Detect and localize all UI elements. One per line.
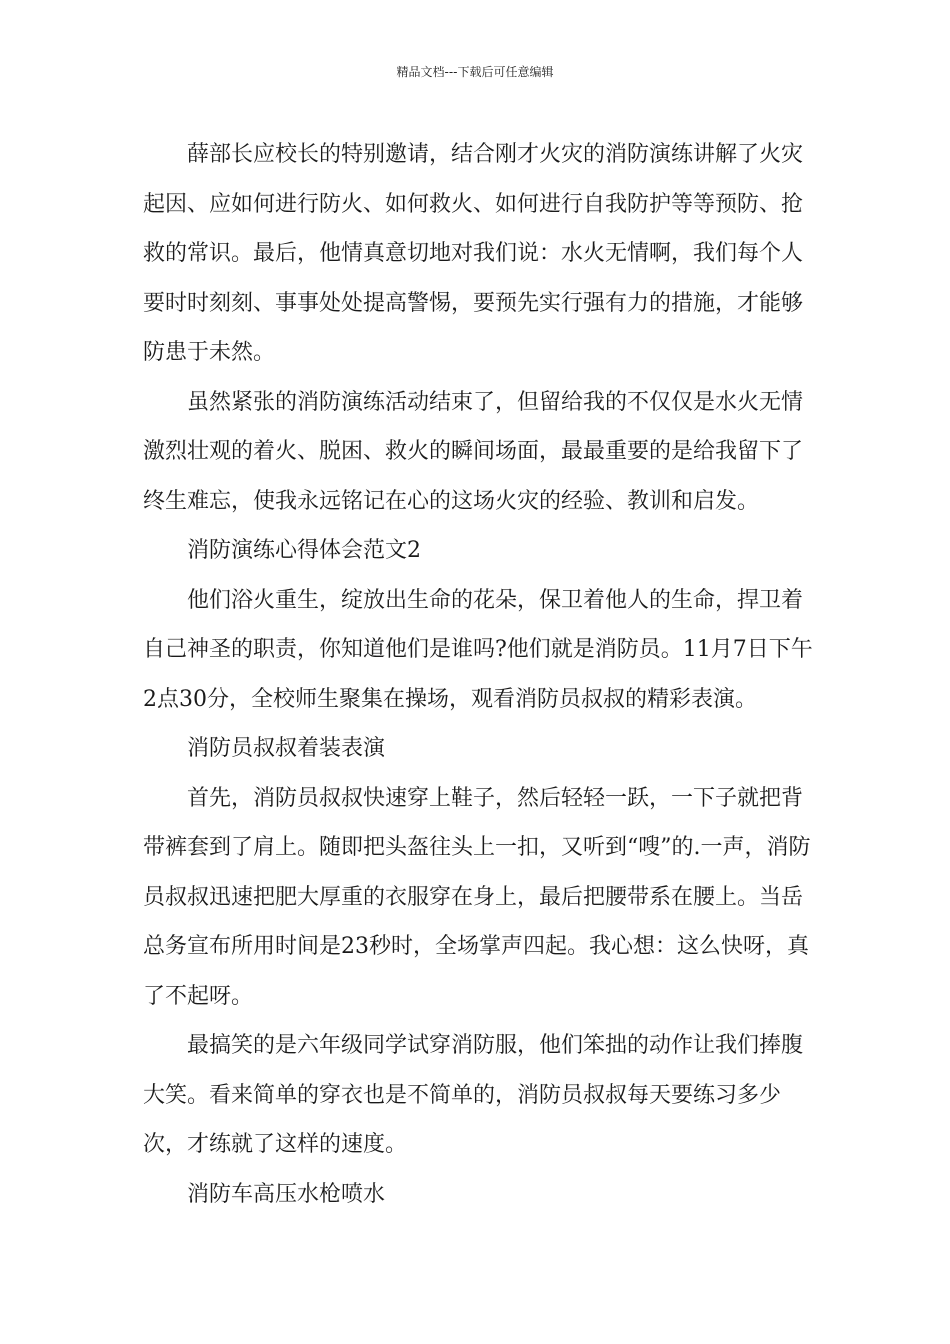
document-body <box>143 130 823 1219</box>
paragraph-firefighters-intro: 他们浴火重生，绽放出生命的花朵，保卫着他人的生命，捍卫着自己神圣的职责，你知道他们是谁吗?他们就是消防员。11月7日下午2点30分，全校师生聚集在操场，观看消防员叔叔的精彩表演。 <box>143 587 813 712</box>
paragraph-sixth-grade-trial: 最搞笑的是六年级同学试穿消防服，他们笨拙的动作让我们捧腹大笑。看来简单的穿衣也是不简单的，消防员叔叔每天要练习多少次，才练就了这样的速度。 <box>143 1033 804 1157</box>
page-header: 精品文档---下载后可任意编辑 <box>396 65 554 79</box>
section-title-essay-2: 消防演练心得体会范文2 <box>187 538 421 563</box>
subheading-dressing-show: 消防员叔叔着装表演 <box>187 736 386 761</box>
paragraph-dressing-description: 首先，消防员叔叔快速穿上鞋子，然后轻轻一跃，一下子就把背带裤套到了肩上。随即把头盔往头上一扣，又听到“嗖”的.一声，消防员叔叔迅速把肥大厚重的衣服穿在身上，最后把腰带系在腰上。当岳总务宣布所用时间是23秒时，全场掌声四起。我心想：这么快呀，真了不起呀。 <box>143 785 811 1009</box>
paragraph-drill-reflection: 虽然紧张的消防演练活动结束了，但留给我的不仅仅是水火无情激烈壮观的着火、脱困、救火的瞬间场面，最最重要的是给我留下了终生难忘，使我永远铭记在心的这场火灾的经验、教训和启发。 <box>143 389 804 514</box>
paragraph-fire-lecture: 薛部长应校长的特别邀请，结合刚才火灾的消防演练讲解了火灾起因、应如何进行防火、如何救火、如何进行自我防护等等预防、抢救的常识。最后，他情真意切地对我们说：水火无情啊，我们每个人要时时刻刻、事事处处提高警惕，要预先实行强有力的措施，才能够防患于未然。 <box>143 142 804 365</box>
subheading-water-cannon: 消防车高压水枪喷水 <box>187 1181 386 1207</box>
